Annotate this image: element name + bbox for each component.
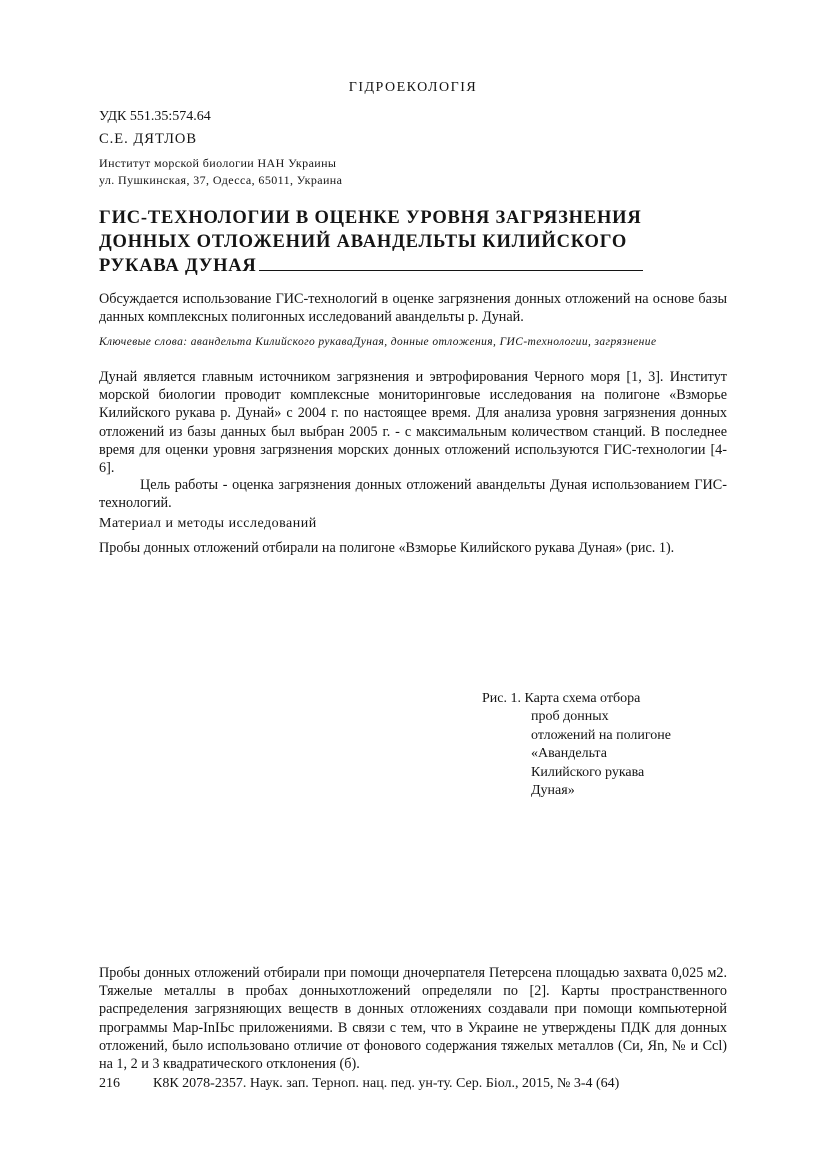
title-line [99, 254, 659, 278]
keywords: Ключевые слова: авандельта Килийского рукаваДуная, донные отложения, ГИС-технологии, загрязнение [99, 336, 657, 348]
page-number: 216 [99, 1076, 120, 1091]
methods-heading: Материал и методы исследований [99, 516, 317, 531]
title-underline [259, 270, 643, 272]
caption-line: отложений на полигоне [531, 727, 671, 743]
figure-caption [482, 690, 671, 800]
caption-line: Килийского рукава [531, 764, 645, 780]
intro-paragraph: Дунай является главным источником загрязнения и эвтрофирования Черного моря [1, 3]. Институт морской биологии проводит комплексные мониторинговые исследования на полигоне «Взморье Килийского рукава р. Дунай» с 2004 г. по настоящее время. Для анализа уровня загрязнения донных отложений из базы данных был выбран 2005 г. - с максимальным количеством станций. В последнее время для оценки уровня загрязнения морских донных отложений используются ГИС-технологии [4-6]. [99, 369, 727, 477]
affiliation-address: ул. Пушкинская, 37, Одесса, 65011, Украина [99, 173, 343, 187]
figure-map-placeholder [99, 570, 469, 950]
caption-line: Дуная» [531, 783, 575, 799]
page-footer [99, 1076, 619, 1092]
caption-line: «Авандельта [531, 746, 607, 762]
aim-paragraph: Цель работы - оценка загрязнения донных отложений авандельты Дуная использованием ГИС-технологий. [99, 477, 727, 512]
author-name: С.Е. ДЯТЛОВ [99, 131, 198, 147]
article-title [99, 206, 659, 278]
caption-line: проб донных [531, 709, 609, 725]
journal-citation: К8К 2078-2357. Наук. зап. Терноп. нац. пед. ун-ту. Сер. Біол., 2015, № 3-4 (64) [153, 1076, 620, 1091]
methods-paragraph: Пробы донных отложений отбирали при помощи дночерпателя Петерсена площадью захвата 0,025 м2. Тяжелые металлы в пробах донныхотложений определяли по [2]. Карты пространственного распределения загрязняющих веществ в донных отложениях создавали при помощи компьютерной программы Map-InIЬс приложениями. В связи с тем, что в Украине не утверждены ПДК для донных отложений, было использовано отличие от фонового содержания тяжелых металлов (Си, Яn, № и Сcl) на 1, 2 и 3 квадратического отклонения (б). [99, 965, 727, 1073]
abstract-paragraph: Обсуждается использование ГИС-технологий в оценке загрязнения донных отложений на основе базы данных комплексных полигонных исследований авандельты р. Дунай. [99, 291, 727, 326]
udc-code: УДК 551.35:574.64 [99, 109, 211, 124]
title-line: ДОННЫХ ОТЛОЖЕНИЙ АВАНДЕЛЬТЫ КИЛИЙСКОГО [99, 232, 628, 252]
journal-section-header: ГІДРОЕКОЛОГІЯ [348, 80, 478, 95]
title-line-text: РУКАВА ДУНАЯ [99, 256, 257, 276]
caption-line: Рис. 1. Карта схема отбора [482, 691, 641, 706]
affiliation-institute: Институт морской биологии НАН Украины [99, 156, 337, 170]
methods-intro-line: Пробы донных отложений отбирали на полигоне «Взморье Килийского рукава Дуная» (рис. 1). [99, 540, 675, 556]
title-line: ГИС-ТЕХНОЛОГИИ В ОЦЕНКЕ УРОВНЯ ЗАГРЯЗНЕНИЯ [99, 208, 642, 228]
